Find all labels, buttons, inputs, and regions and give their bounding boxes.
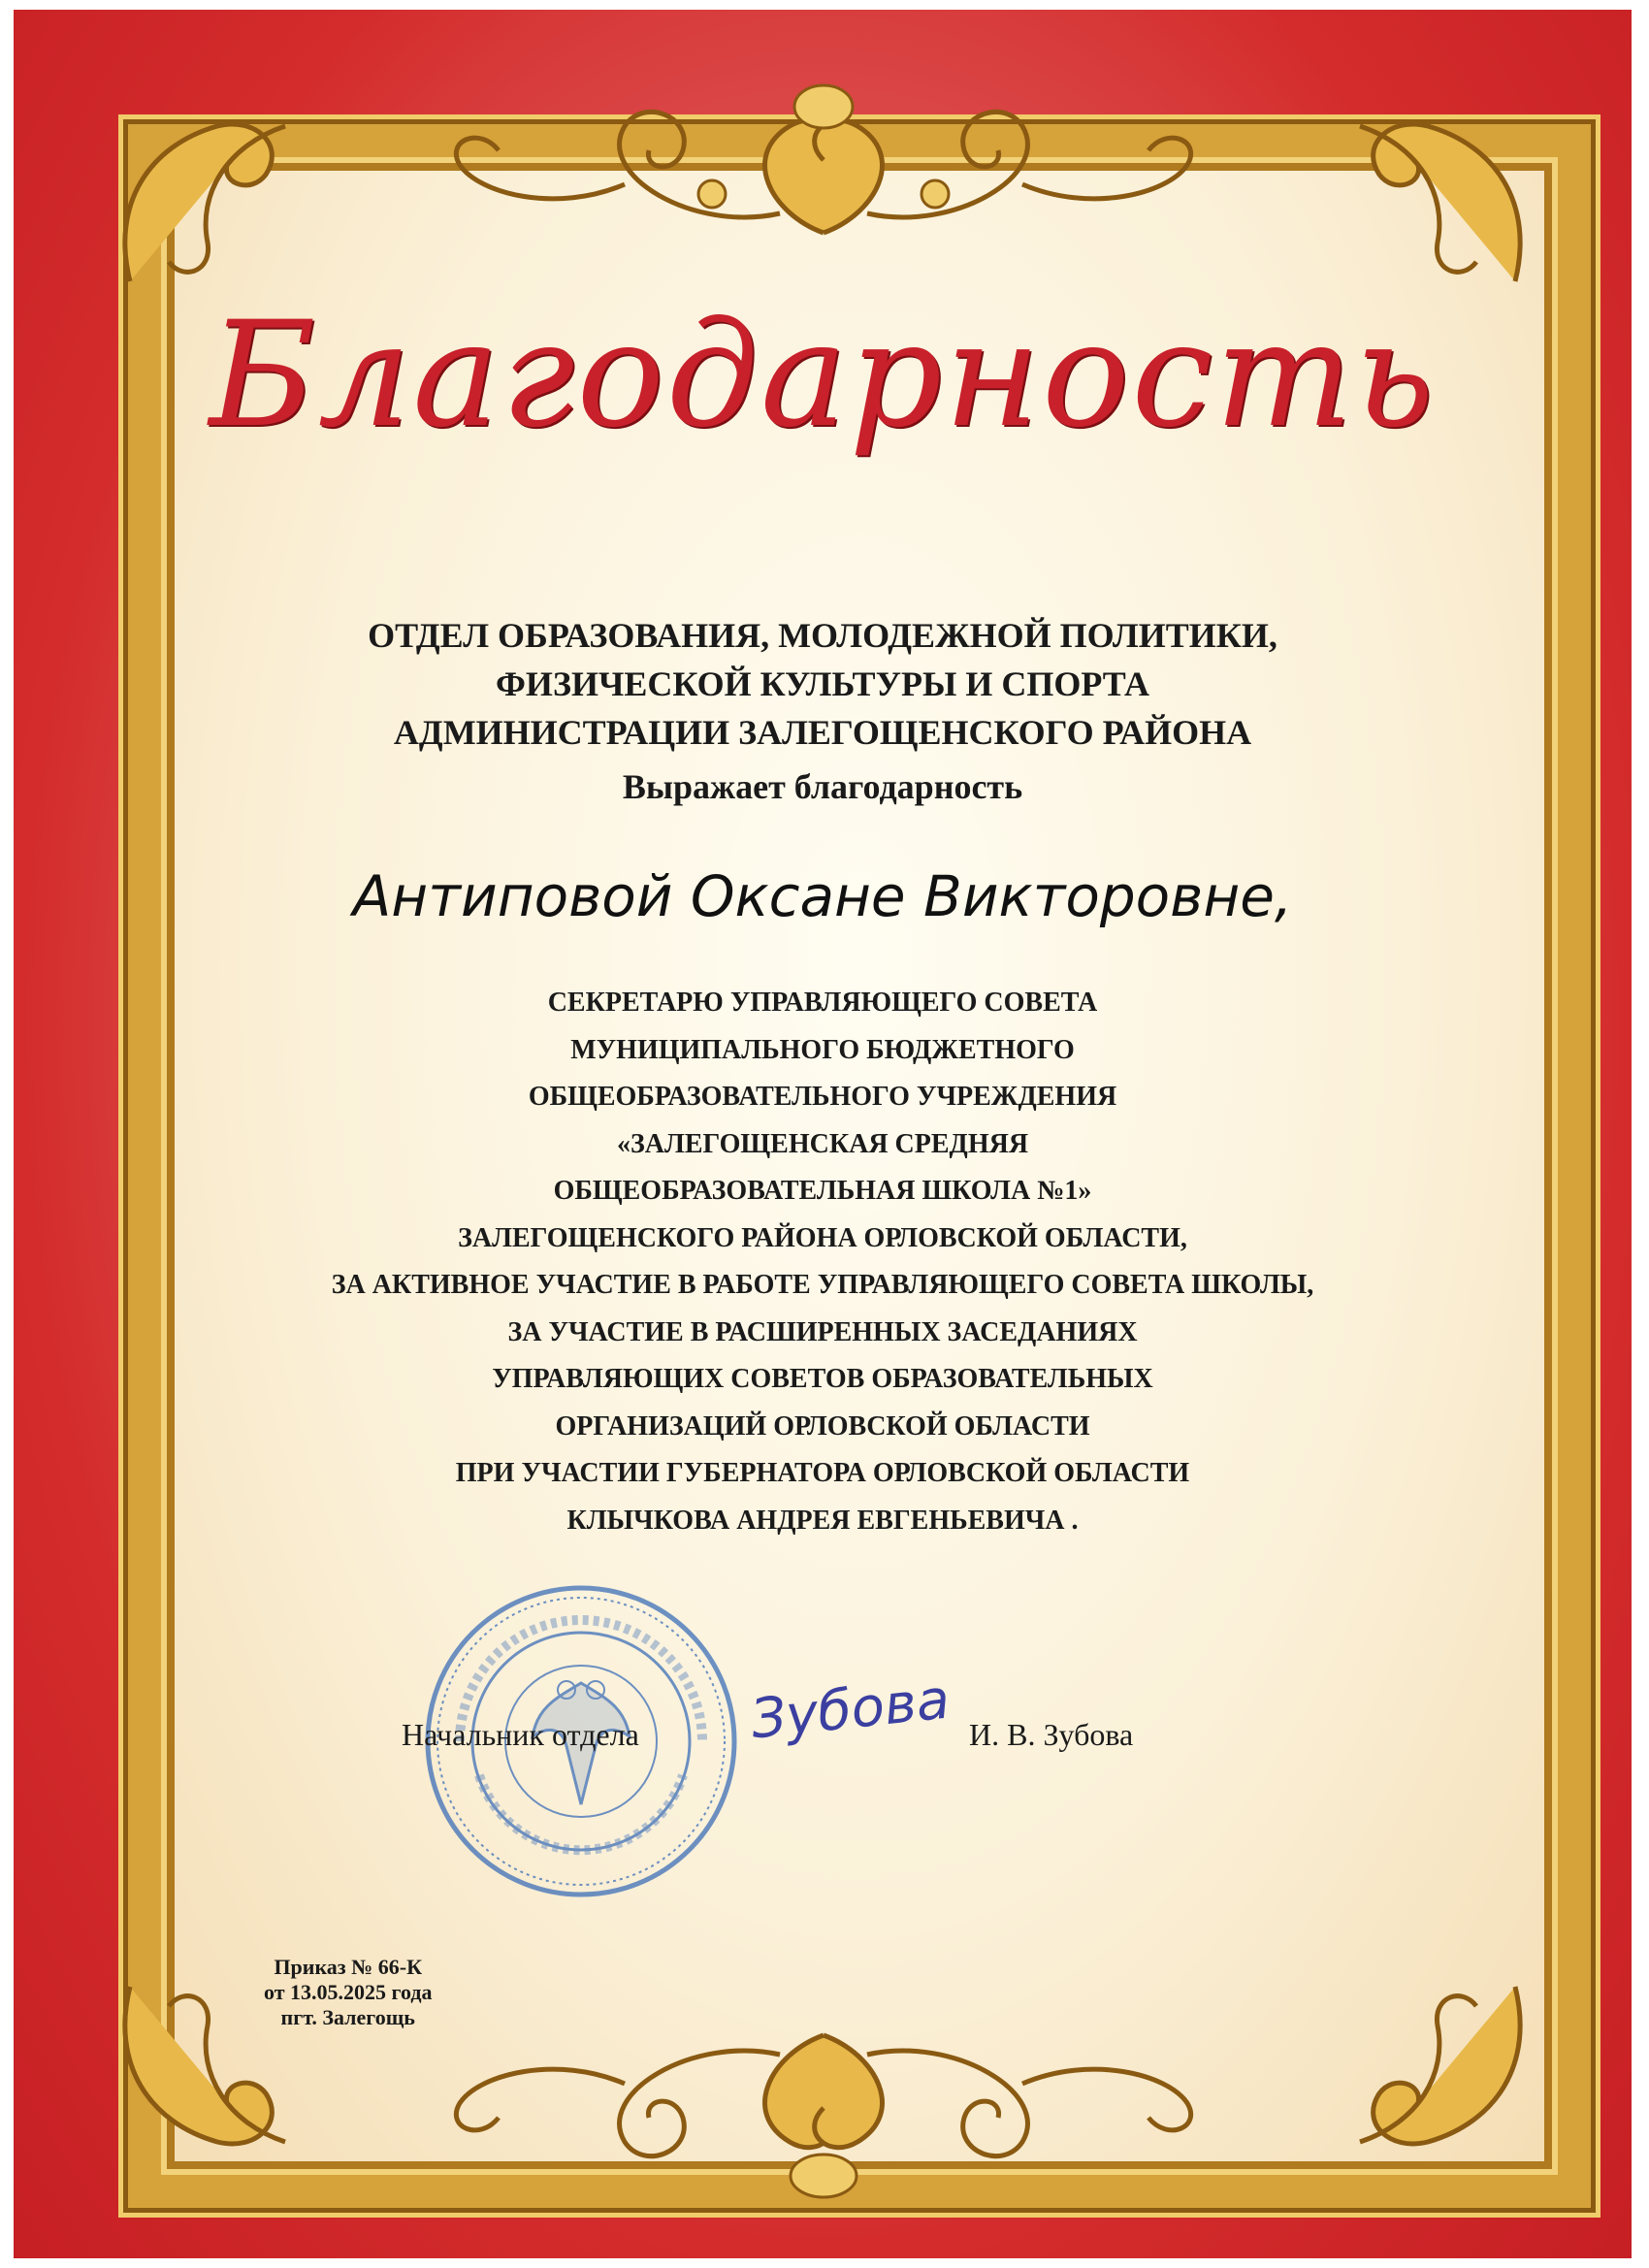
citation-line: ЗА УЧАСТИЕ В РАСШИРЕННЫХ ЗАСЕДАНИЯХ	[507, 1316, 1138, 1347]
citation-line: «ЗАЛЕГОЩЕНСКАЯ СРЕДНЯЯ	[616, 1128, 1029, 1159]
organization-line: АДМИНИСТРАЦИИ ЗАЛЕГОЩЕНСКОГО РАЙОНА	[393, 713, 1252, 752]
citation-text	[14, 980, 1632, 1544]
corner-ornament-bottom-right	[1341, 1967, 1554, 2181]
order-reference	[264, 1955, 432, 2030]
signatory-name: И. В. Зубова	[969, 1717, 1134, 1752]
handwritten-signature: Зубова	[748, 1668, 954, 1752]
citation-line: КЛЫЧКОВА АНДРЕЯ ЕВГЕНЬЕВИЧА .	[566, 1505, 1079, 1536]
corner-ornament-top-left	[91, 87, 305, 301]
citation-line: ПРИ УЧАСТИИ ГУБЕРНАТОРА ОРЛОВСКОЙ ОБЛАСТИ	[455, 1458, 1190, 1488]
citation-line: СЕКРЕТАРЮ УПРАВЛЯЮЩЕГО СОВЕТА	[547, 988, 1098, 1018]
recipient-name: Антиповой Оксане Викторовне,	[352, 863, 1293, 929]
organization-line: ОТДЕЛ ОБРАЗОВАНИЯ, МОЛОДЕЖНОЙ ПОЛИТИКИ,	[368, 616, 1277, 655]
citation-line: ЗА АКТИВНОЕ УЧАСТИЕ В РАБОТЕ УПРАВЛЯЮЩЕГО СОВЕТА ШКОЛЫ,	[331, 1270, 1314, 1300]
organization-line: ФИЗИЧЕСКОЙ КУЛЬТУРЫ И СПОРТА	[496, 664, 1149, 703]
citation-line: ОБЩЕОБРАЗОВАТЕЛЬНОГО УЧРЕЖДЕНИЯ	[528, 1082, 1117, 1112]
corner-ornament-top-right	[1341, 87, 1554, 301]
order-line: пгт. Залегощь	[280, 2005, 415, 2029]
issuing-organization	[14, 611, 1632, 757]
order-line: от 13.05.2025 года	[264, 1980, 433, 2004]
order-line: Приказ № 66-К	[274, 1955, 423, 1979]
certificate-title: Благодарность	[209, 291, 1437, 460]
citation-line: УПРАВЛЯЮЩИХ СОВЕТОВ ОБРАЗОВАТЕЛЬНЫХ	[492, 1364, 1153, 1394]
expresses-gratitude: Выражает благодарность	[622, 767, 1023, 806]
citation-line: ЗАЛЕГОЩЕНСКОГО РАЙОНА ОРЛОВСКОЙ ОБЛАСТИ,	[458, 1222, 1187, 1253]
signatory-position: Начальник отдела	[402, 1717, 639, 1752]
citation-line: ОРГАНИЗАЦИЙ ОРЛОВСКОЙ ОБЛАСТИ	[555, 1410, 1090, 1442]
citation-line: ОБЩЕОБРАЗОВАТЕЛЬНАЯ ШКОЛА №1»	[553, 1176, 1092, 1206]
certificate-background	[14, 10, 1632, 2258]
citation-line: МУНИЦИПАЛЬНОГО БЮДЖЕТНОГО	[570, 1034, 1075, 1065]
bottom-ornament	[421, 2006, 1226, 2200]
top-ornament	[421, 68, 1226, 252]
